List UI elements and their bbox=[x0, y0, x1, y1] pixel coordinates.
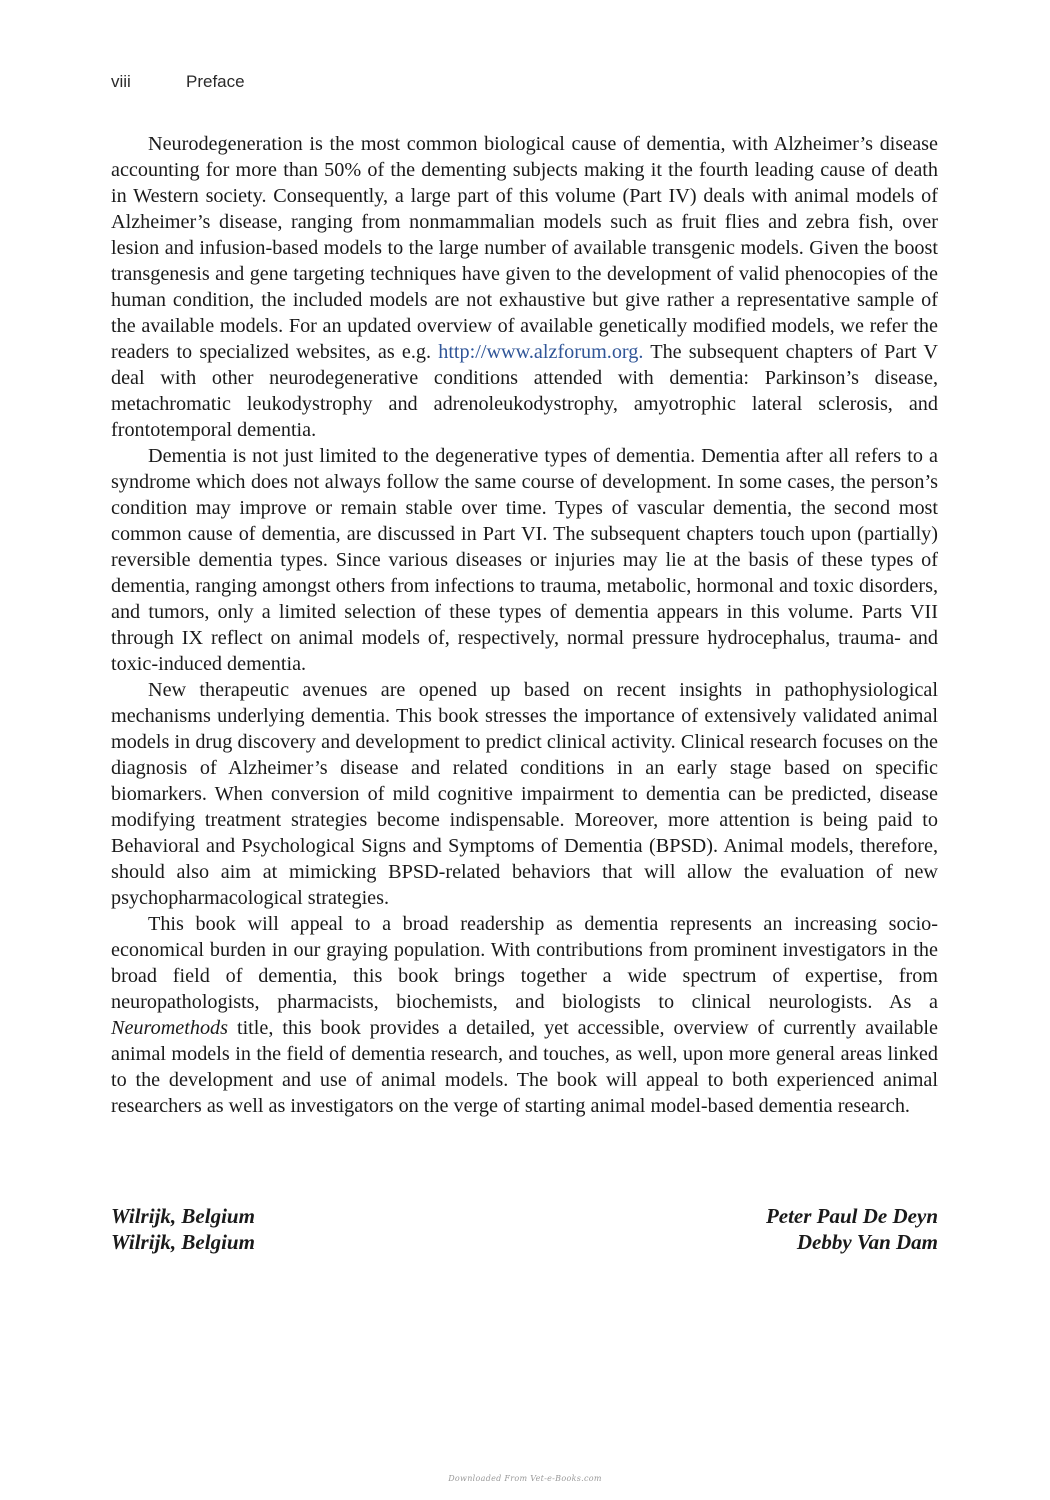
paragraph-1-text-a: Neurodegeneration is the most common biological cause of dementia, with Alzheimer’s disease accounting for more than 50% of the dementing subjects making it the fourth leading cause of death in Western society. Consequently, a large part of this volume (Part IV) deals with animal models of Alzheimer’s disease, ranging from nonmammalian models such as fruit flies and zebra fish, over lesion and infusion-based models to the large number of available transgenic models. Given the boost transgenesis and gene targeting techniques have given to the development of valid phenocopies of the human condition, the included models are not exhaustive but give rather a representative sample of the available models. For an updated overview of available genetically modified models, we refer the readers to specialized websites, as e.g. bbox=[111, 133, 938, 363]
signature-places bbox=[111, 1203, 255, 1255]
signature-author-2: Debby Van Dam bbox=[796, 1230, 938, 1254]
preface-body bbox=[111, 131, 938, 1119]
paragraph-2: Dementia is not just limited to the degenerative types of dementia. Dementia after all refers to a syndrome which does not always follow the same course of development. In some cases, the person’s condition may improve or remain stable over time. Types of vascular dementia, the second most common cause of dementia, are discussed in Part VI. The subsequent chapters touch upon (partially) reversible dementia types. Since various diseases or injuries may lie at the basis of these types of dementia, ranging amongst others from infections to trauma, metabolic, hormonal and toxic disorders, and tumors, only a limited selection of these types of dementia appears in this volume. Parts VII through IX reflect on animal models of, respectively, normal pressure hydrocephalus, trauma- and toxic-induced dementia. bbox=[111, 445, 938, 675]
neuromethods-series-title: Neuromethods bbox=[111, 1017, 229, 1039]
paragraph-4-text-b: title, this book provides a detailed, yet accessible, overview of currently available animal models in the field of dementia research, and touches, as well, upon more general areas linked to the development and use of animal models. The book will appeal to both experienced animal researchers as well as investigators on the verge of starting animal model-based dementia research. bbox=[111, 1017, 938, 1117]
download-watermark: Downloaded From Vet-e-Books.com bbox=[448, 1474, 602, 1483]
paragraph-4 bbox=[111, 911, 938, 1119]
signature-block bbox=[111, 1203, 938, 1255]
paragraph-3: New therapeutic avenues are opened up based on recent insights in pathophysiological mechanisms underlying dementia. This book stresses the importance of extensively validated animal models in drug discovery and development to predict clinical activity. Clinical research focuses on the diagnosis of Alzheimer’s disease and related conditions in an early stage based on specific biomarkers. When conversion of mild cognitive impairment to dementia can be predicted, disease modifying treatment strategies become indispensable. Moreover, more attention is being paid to Behavioral and Psychological Signs and Symptoms of Dementia (BPSD). Animal models, therefore, should also aim at mimicking BPSD-related behaviors that will allow the evaluation of new psychopharmacological strategies. bbox=[111, 679, 938, 909]
signature-author-1: Peter Paul De Deyn bbox=[765, 1204, 938, 1228]
signature-place-1: Wilrijk, Belgium bbox=[111, 1204, 255, 1228]
paragraph-1-text-b: The subsequent chapters of Part V deal with other neurodegenerative conditions attended with dementia: Parkinson’s disease, metachromatic leukodystrophy and adrenoleukodystrophy, amyotrophic lateral sclerosis, and frontotemporal dementia. bbox=[111, 341, 938, 441]
paragraph-1 bbox=[111, 131, 938, 443]
signature-place-2: Wilrijk, Belgium bbox=[111, 1230, 255, 1254]
alzforum-link[interactable]: http://www.alzforum.org. bbox=[438, 341, 644, 363]
running-head bbox=[111, 72, 245, 92]
page-number: viii bbox=[111, 72, 131, 91]
section-title: Preface bbox=[186, 72, 245, 91]
paragraph-4-text-a: This book will appeal to a broad readership as dementia represents an increasing socio-economical burden in our graying population. With contributions from prominent investigators in the broad field of dementia, this book brings together a wide spectrum of expertise, from neuropathologists, pharmacists, biochemists, and biologists to clinical neurologists. As a bbox=[111, 913, 938, 1013]
signature-authors bbox=[766, 1203, 938, 1255]
